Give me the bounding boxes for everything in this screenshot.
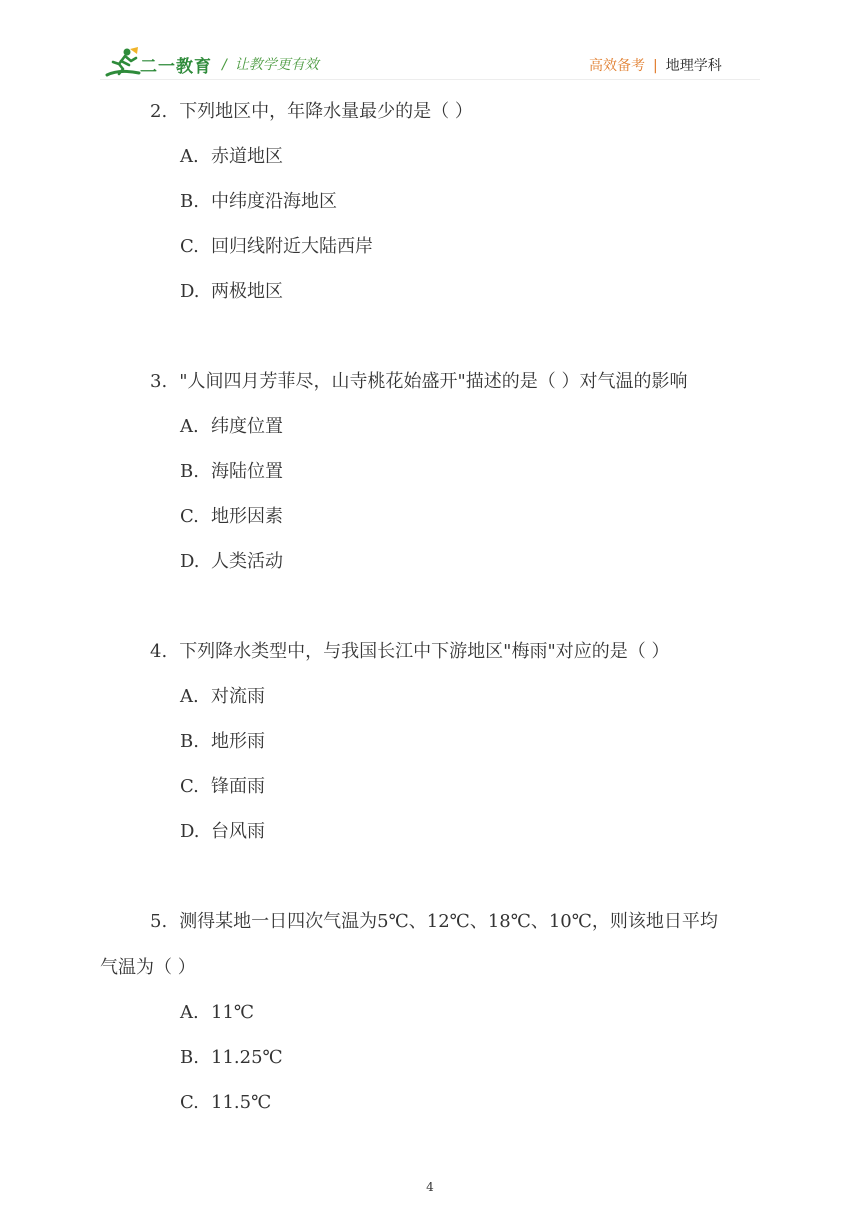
page-number: 4 [426, 1180, 434, 1194]
option-label: C. [180, 1092, 199, 1113]
option-3c [180, 505, 283, 529]
option-text: 11.5℃ [211, 1092, 272, 1113]
option-label: B. [180, 461, 199, 482]
option-2c [180, 235, 373, 259]
option-3a [180, 415, 283, 439]
option-text: 台风雨 [211, 821, 265, 842]
subject-label: 地理学科 [665, 58, 722, 74]
option-3d [180, 550, 283, 574]
option-4a [180, 685, 265, 709]
header-divider [100, 79, 760, 80]
option-label: C. [180, 506, 199, 527]
option-label: D. [180, 281, 200, 302]
option-label: C. [180, 236, 199, 257]
runner-logo-icon [105, 47, 141, 79]
option-text: 回归线附近大陆西岸 [211, 236, 373, 257]
option-text: 人类活动 [211, 551, 283, 572]
brand-name: 二一教育 [140, 57, 212, 77]
slogan [222, 54, 319, 74]
question-number: 4. [150, 641, 168, 662]
option-text: 地形因素 [211, 506, 283, 527]
option-text: 锋面雨 [211, 776, 265, 797]
question-2 [150, 100, 473, 124]
question-4 [150, 640, 669, 664]
option-5b [180, 1046, 283, 1070]
question-text: 下列地区中，年降水量最少的是（ ） [179, 101, 473, 122]
option-label: B. [180, 731, 199, 752]
option-2a [180, 145, 283, 169]
header-tag: 高效备考 [589, 58, 645, 74]
page-header [0, 0, 860, 90]
question-number: 5. [150, 911, 168, 932]
option-text: 对流雨 [211, 686, 265, 707]
option-4b [180, 730, 265, 754]
option-text: 赤道地区 [211, 146, 283, 167]
option-text: 地形雨 [211, 731, 265, 752]
header-separator: | [653, 58, 658, 74]
option-3b [180, 460, 283, 484]
option-4d [180, 820, 265, 844]
question-text: 下列降水类型中，与我国长江中下游地区"梅雨"对应的是（ ） [179, 641, 670, 662]
option-label: D. [180, 821, 200, 842]
question-5 [150, 910, 718, 934]
option-text: 中纬度沿海地区 [211, 191, 337, 212]
option-text: 海陆位置 [211, 461, 283, 482]
option-label: A. [180, 146, 199, 167]
option-text: 11℃ [211, 1002, 255, 1023]
option-2d [180, 280, 283, 304]
option-text: 两极地区 [211, 281, 283, 302]
question-number: 3. [150, 371, 168, 392]
option-label: A. [180, 416, 199, 437]
option-text: 11.25℃ [211, 1047, 283, 1068]
slogan-slash: / [222, 57, 227, 73]
option-5a [180, 1001, 254, 1025]
option-4c [180, 775, 265, 799]
question-3 [150, 370, 687, 394]
option-5c [180, 1091, 271, 1115]
question-text: "人间四月芳菲尽，山寺桃花始盛开"描述的是（ ）对气温的影响 [179, 371, 688, 392]
option-label: A. [180, 1002, 199, 1023]
option-label: B. [180, 1047, 199, 1068]
slogan-text: 让教学更有效 [234, 57, 319, 73]
option-label: C. [180, 776, 199, 797]
option-label: A. [180, 686, 199, 707]
header-subject [589, 55, 722, 75]
question-number: 2. [150, 101, 168, 122]
question-text: 测得某地一日四次气温为5℃、12℃、18℃、10℃，则该地日平均 [179, 911, 718, 932]
option-text: 纬度位置 [211, 416, 283, 437]
option-label: B. [180, 191, 199, 212]
option-2b [180, 190, 337, 214]
question-5-continuation: 气温为（ ） [100, 957, 196, 978]
option-label: D. [180, 551, 200, 572]
